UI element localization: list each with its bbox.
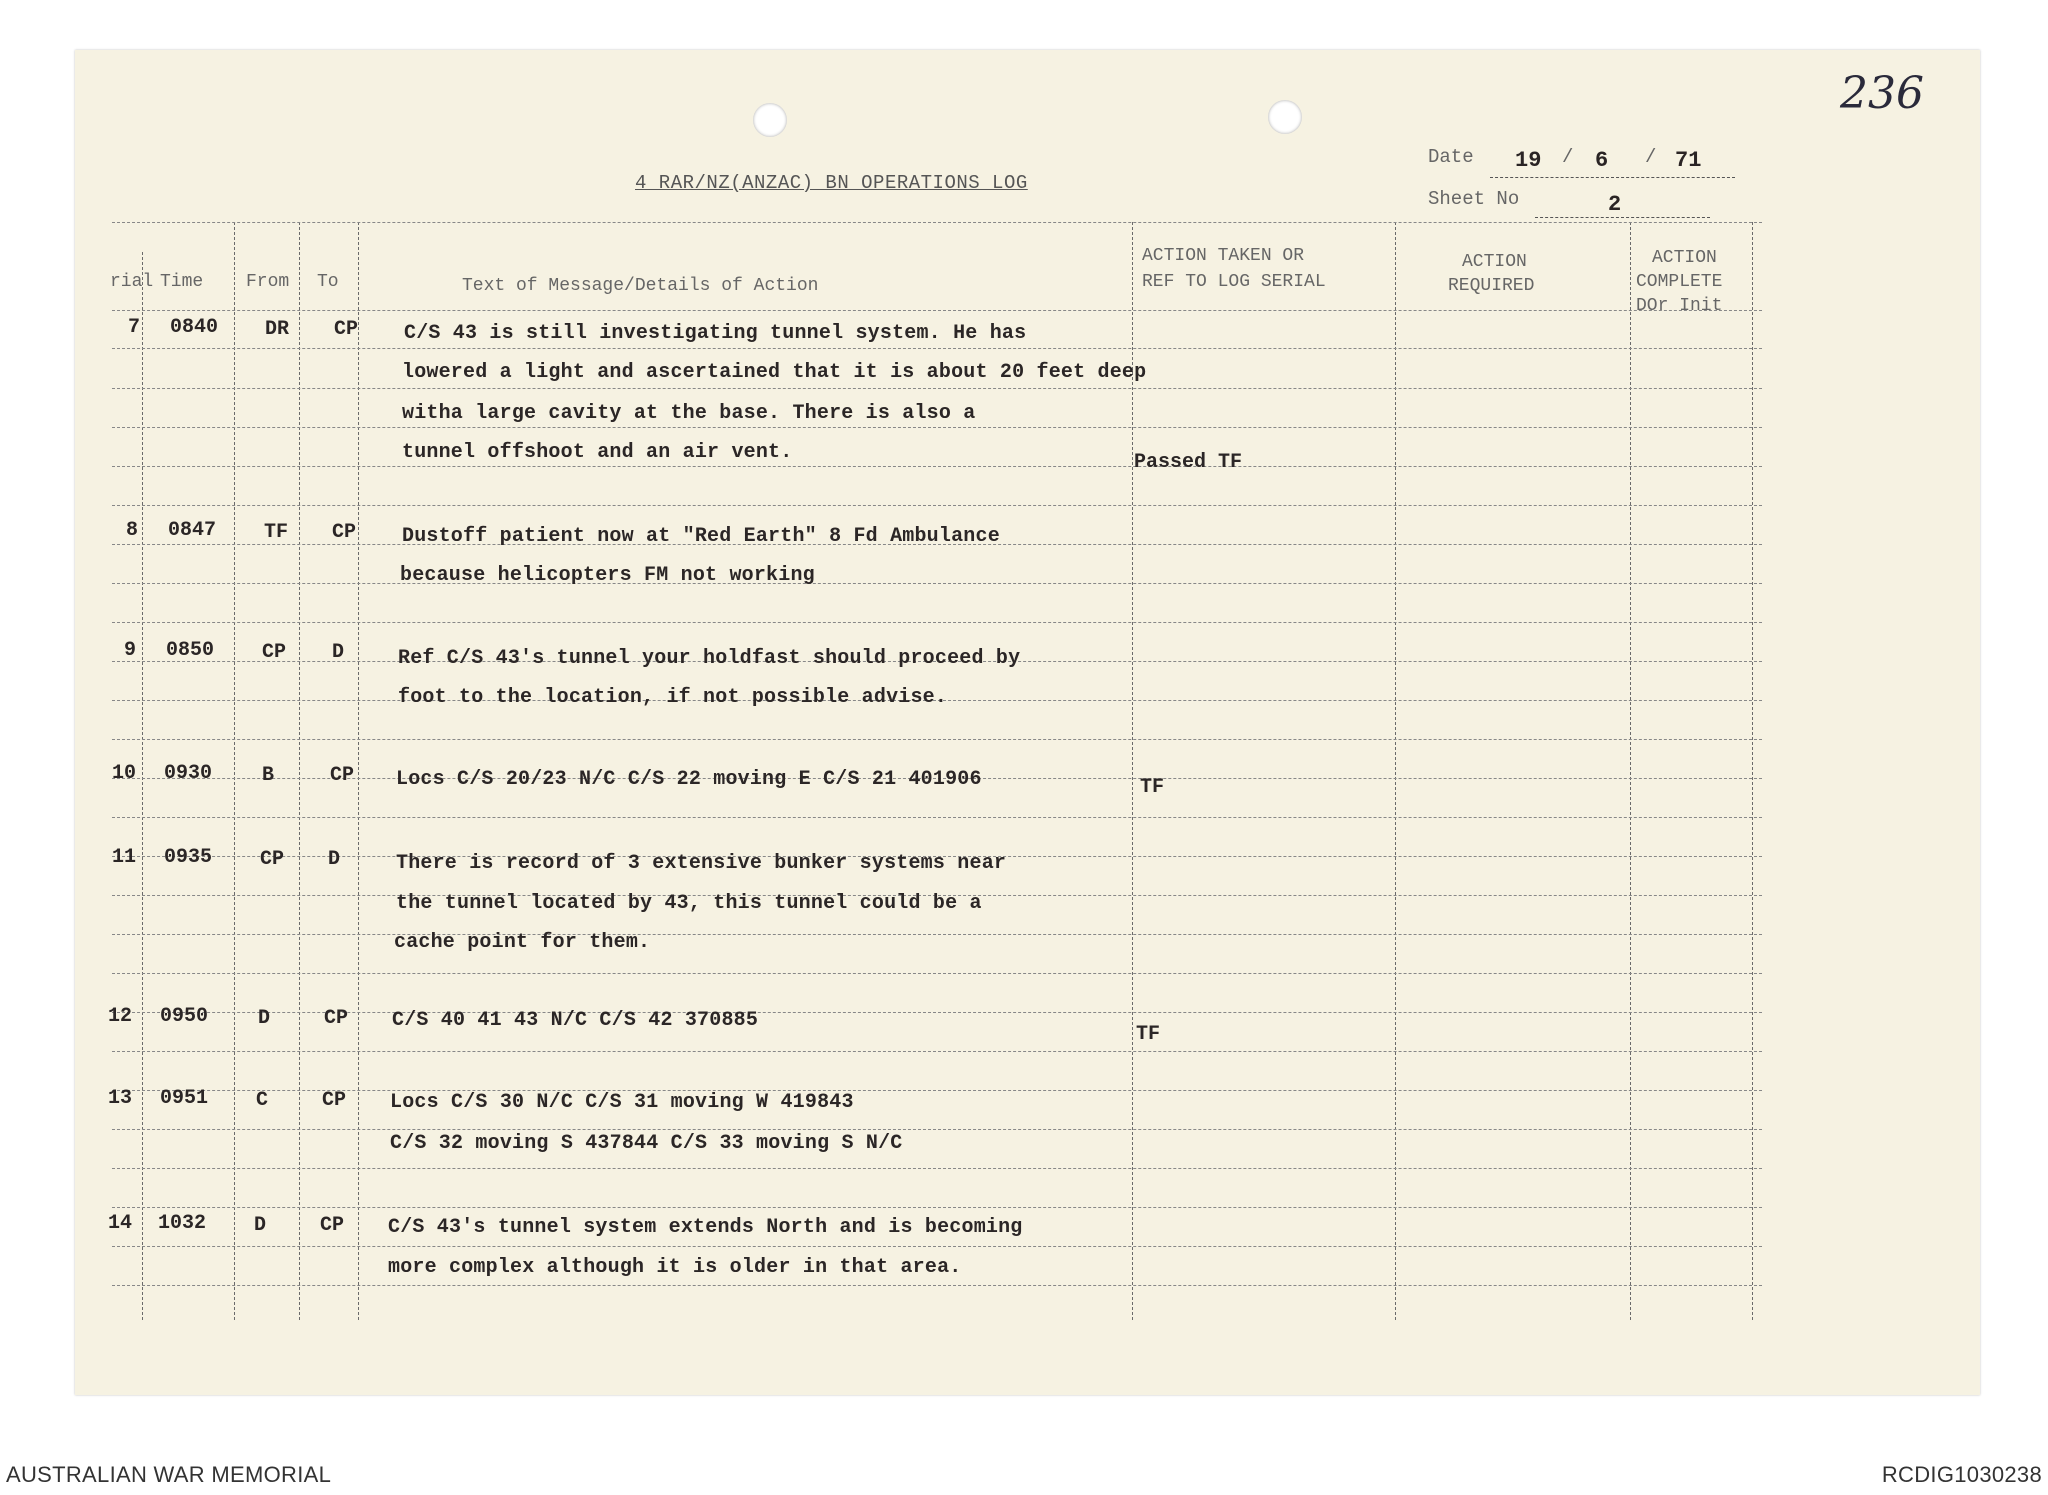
entry-from: B (262, 764, 275, 787)
entry-text-line: lowered a light and ascertained that it is about 20 feet deep (402, 361, 1147, 384)
folio-number: 236 (1840, 68, 1924, 119)
rule (112, 583, 1762, 584)
rule (112, 973, 1762, 974)
entry-from: DR (265, 318, 290, 341)
date-slash-2: / (1645, 146, 1657, 168)
header-action-complete-3: DOr Init (1636, 296, 1723, 316)
divider-to-text (358, 222, 359, 1320)
header-serial: rial (110, 272, 154, 292)
entry-from: CP (260, 848, 285, 871)
rule (112, 388, 1762, 389)
entry-text-line: Locs C/S 30 N/C C/S 31 moving W 419843 (390, 1091, 854, 1114)
header-action-required-1: ACTION (1462, 252, 1527, 272)
divider-text-action (1132, 222, 1133, 1320)
entry-text-line: cache point for them. (394, 931, 651, 954)
entry-serial: 14 (108, 1212, 133, 1235)
divider-required-complete (1630, 222, 1631, 1320)
date-day: 19 (1515, 148, 1542, 173)
entry-text-line: C/S 43's tunnel system extends North and is becoming (388, 1216, 1023, 1239)
rule (112, 1207, 1762, 1208)
operations-log-table (108, 222, 1762, 1320)
rule (112, 1285, 1762, 1286)
rule-top (112, 222, 1762, 223)
rule (112, 427, 1762, 428)
header-action-complete-1: ACTION (1652, 248, 1717, 268)
rule (112, 505, 1762, 506)
entry-serial: 13 (108, 1087, 133, 1110)
entry-from: D (258, 1007, 271, 1030)
entry-text-line: Ref C/S 43's tunnel your holdfast should proceed by (398, 647, 1021, 670)
entry-text-line: tunnel offshoot and an air vent. (402, 441, 793, 464)
entry-time: 0850 (166, 639, 215, 662)
entry-time: 0950 (160, 1005, 209, 1028)
rule (112, 348, 1762, 349)
entry-serial: 9 (124, 639, 137, 662)
entry-to: D (332, 641, 345, 664)
rule (112, 1129, 1762, 1130)
entry-from: D (254, 1214, 267, 1237)
header-from: From (246, 272, 290, 292)
sheet-underline (1535, 217, 1710, 218)
date-underline (1490, 177, 1735, 178)
punch-hole-right (1268, 100, 1302, 134)
date-slash-1: / (1562, 146, 1574, 168)
entry-to: CP (332, 521, 357, 544)
entry-serial: 11 (112, 846, 137, 869)
archive-credit: AUSTRALIAN WAR MEMORIAL (6, 1462, 332, 1487)
entry-text-line: the tunnel located by 43, this tunnel could be a (396, 892, 982, 915)
entry-to: CP (320, 1214, 345, 1237)
entry-text-line: Dustoff patient now at "Red Earth" 8 Fd Ambulance (402, 525, 1000, 548)
entry-time: 0847 (168, 519, 217, 542)
entry-action-taken: TF (1140, 776, 1165, 799)
divider-right-edge (1752, 222, 1753, 1320)
date-year: 71 (1675, 148, 1702, 173)
entry-text-line: more complex although it is older in that area. (388, 1256, 962, 1279)
header-action-taken-2: REF TO LOG SERIAL (1142, 272, 1326, 292)
entry-to: D (328, 848, 341, 871)
divider-action-required (1395, 222, 1396, 1320)
entry-from: TF (264, 521, 289, 544)
rule (112, 1246, 1762, 1247)
entry-text-line: C/S 32 moving S 437844 C/S 33 moving S N/C (390, 1132, 903, 1155)
entry-text-line: C/S 43 is still investigating tunnel system. He has (404, 322, 1027, 345)
punch-hole-left (753, 103, 787, 137)
rule (112, 466, 1762, 467)
entry-to: CP (322, 1089, 347, 1112)
date-label: Date (1428, 146, 1474, 168)
entry-to: CP (334, 318, 359, 341)
divider-from-to (299, 222, 300, 1320)
entry-from: CP (262, 641, 287, 664)
date-month: 6 (1595, 148, 1609, 173)
entry-action-taken: Passed TF (1134, 451, 1243, 474)
entry-to: CP (330, 764, 355, 787)
header-text: Text of Message/Details of Action (462, 276, 819, 296)
entry-serial: 8 (126, 519, 139, 542)
entry-serial: 7 (128, 316, 141, 339)
log-title: 4 RAR/NZ(ANZAC) BN OPERATIONS LOG (635, 172, 1028, 194)
header-action-required-2: REQUIRED (1448, 276, 1535, 296)
rule (112, 739, 1762, 740)
entry-serial: 10 (112, 762, 137, 785)
rule (112, 1051, 1762, 1052)
entry-text-line: foot to the location, if not possible advise. (398, 686, 948, 709)
divider-time-from (234, 222, 235, 1320)
rule (112, 1012, 1762, 1013)
header-to: To (317, 272, 339, 292)
digitisation-id: RCDIG1030238 (1881, 1462, 2042, 1487)
entry-time: 0930 (164, 762, 213, 785)
header-action-complete-2: COMPLETE (1636, 272, 1723, 292)
entry-text-line: because helicopters FM not working (400, 564, 815, 587)
rule (112, 622, 1762, 623)
rule-header (112, 310, 1762, 311)
sheet-label: Sheet No (1428, 188, 1520, 210)
entry-text-line: witha large cavity at the base. There is also a (402, 402, 976, 425)
header-time: Time (160, 272, 204, 292)
divider-serial-time (142, 252, 143, 1320)
entry-from: C (256, 1089, 269, 1112)
header-action-taken-1: ACTION TAKEN OR (1142, 246, 1305, 266)
rule (112, 934, 1762, 935)
entry-time: 1032 (158, 1212, 207, 1235)
entry-time: 0951 (160, 1087, 209, 1110)
entry-text-line: There is record of 3 extensive bunker systems near (396, 852, 1007, 875)
rule (112, 1090, 1762, 1091)
entry-text-line: C/S 40 41 43 N/C C/S 42 370885 (392, 1009, 759, 1032)
entry-time: 0840 (170, 316, 219, 339)
rule (112, 817, 1762, 818)
entry-text-line: Locs C/S 20/23 N/C C/S 22 moving E C/S 21 401906 (396, 768, 982, 791)
entry-serial: 12 (108, 1005, 133, 1028)
entry-action-taken: TF (1136, 1023, 1161, 1046)
entry-time: 0935 (164, 846, 213, 869)
entry-to: CP (324, 1007, 349, 1030)
sheet-number: 2 (1608, 192, 1622, 217)
rule (112, 1168, 1762, 1169)
